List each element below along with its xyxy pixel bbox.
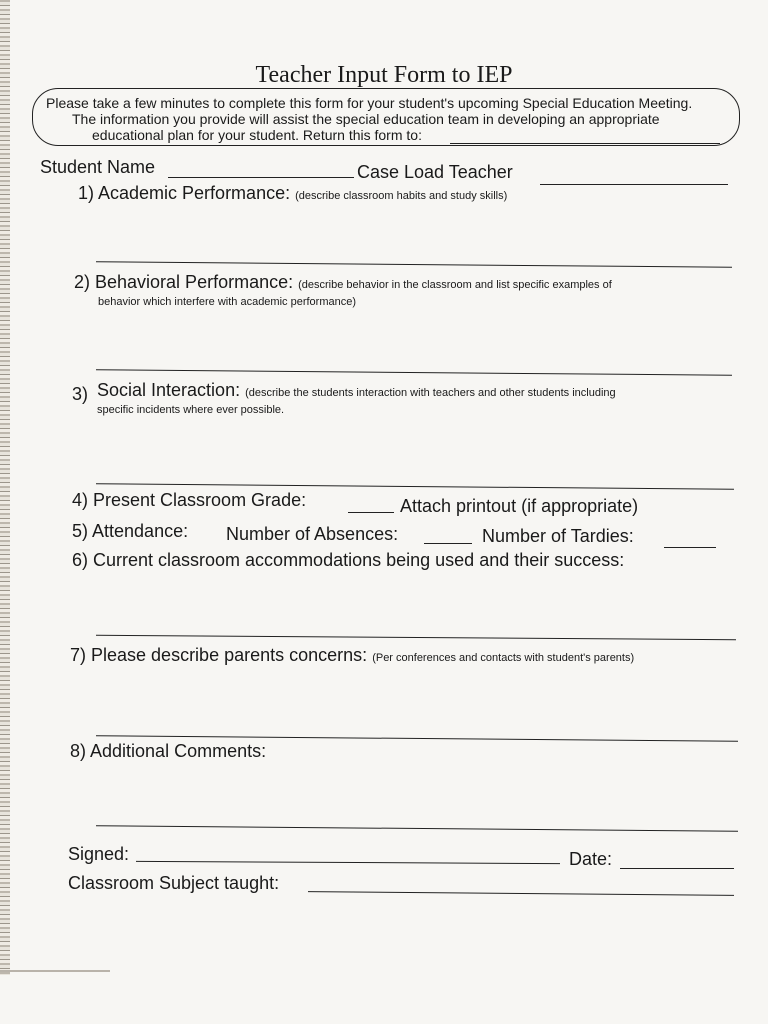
signed-label: Signed: (68, 844, 130, 864)
social-interaction-field[interactable] (96, 483, 734, 490)
scan-page-edge (0, 0, 10, 975)
social-interaction-desc-2: specific incidents where ever possible. (97, 404, 285, 416)
academic-performance-desc: (describe classroom habits and study skills) (295, 190, 508, 202)
behavioral-performance-desc-2: behavior which interfere with academic performance) (98, 296, 357, 308)
intro-line-1: Please take a few minutes to complete this form for your student's upcoming Special Education Meeting. (46, 95, 693, 111)
attendance-label: 5) Attendance: (72, 521, 189, 541)
tardies-field[interactable] (664, 547, 716, 548)
parent-concerns-label: 7) Please describe parents concerns: (Per conferences and contacts with student's parents) (70, 645, 635, 665)
subject-taught-label: Classroom Subject taught: (68, 873, 280, 893)
student-name-label: Student Name (40, 157, 156, 177)
additional-comments-field[interactable] (96, 825, 738, 832)
classroom-grade-label: 4) Present Classroom Grade: (72, 490, 307, 510)
accommodations-field[interactable] (96, 635, 736, 640)
absences-label: Number of Absences: (226, 524, 399, 544)
academic-performance-field[interactable] (96, 261, 732, 268)
case-load-teacher-label: Case Load Teacher (357, 162, 513, 182)
intro-line-3: educational plan for your student. Return this form to: (92, 127, 422, 143)
behavioral-performance-field[interactable] (96, 369, 732, 376)
scan-page-bottom-edge (0, 970, 110, 972)
social-interaction-label: Social Interaction: (describe the students interaction with teachers and other students including (97, 380, 616, 400)
absences-field[interactable] (424, 543, 472, 544)
academic-performance-label: 1) Academic Performance: (describe classroom habits and study skills) (78, 183, 508, 203)
date-field[interactable] (620, 868, 734, 869)
accommodations-label: 6) Current classroom accommodations being used and their success: (72, 550, 625, 570)
behavioral-performance-label: 2) Behavioral Performance: (describe behavior in the classroom and list specific examples of (74, 272, 612, 292)
student-name-field[interactable] (168, 177, 354, 178)
intro-line-2: The information you provide will assist the special education team in developing an appropriate (72, 111, 660, 127)
attach-printout-note: Attach printout (if appropriate) (400, 496, 639, 516)
classroom-grade-field[interactable] (348, 512, 394, 513)
behavioral-performance-desc: (describe behavior in the classroom and list specific examples of (298, 279, 612, 291)
subject-taught-field[interactable] (308, 891, 734, 896)
social-interaction-desc: (describe the students interaction with teachers and other students including (245, 387, 616, 399)
signature-field[interactable] (136, 861, 560, 864)
date-label: Date: (569, 849, 613, 869)
return-to-field[interactable] (450, 143, 720, 144)
case-load-teacher-field[interactable] (540, 184, 728, 185)
form-title: Teacher Input Form to IEP (255, 62, 513, 88)
social-interaction-number: 3) (72, 384, 89, 404)
additional-comments-label: 8) Additional Comments: (70, 741, 267, 761)
parent-concerns-desc: (Per conferences and contacts with student's parents) (372, 652, 635, 664)
tardies-label: Number of Tardies: (482, 526, 634, 546)
